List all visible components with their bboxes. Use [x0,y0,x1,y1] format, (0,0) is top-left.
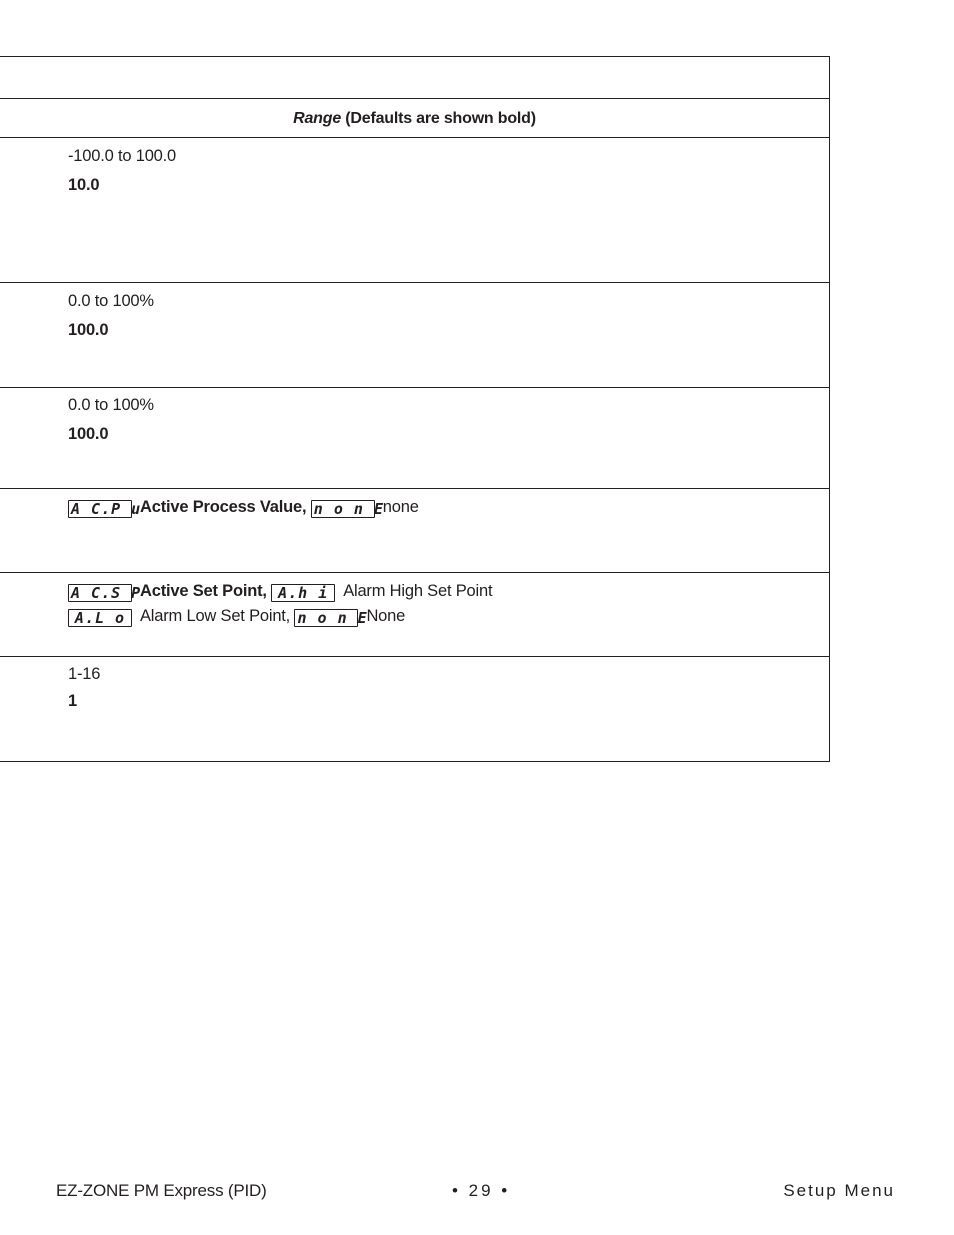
footer-page-number: • 29 • [452,1181,511,1200]
default-value: 100.0 [68,425,109,443]
range-text: 1-16 [68,665,101,683]
lcd-none-icon: n o n E [311,500,375,518]
range-text: 0.0 to 100% [68,396,154,414]
parameter-table [0,56,830,762]
option-line [68,582,492,602]
default-value: 1 [68,692,77,710]
table-row [0,572,829,656]
range-text: 0.0 to 100% [68,292,154,310]
table-row [0,137,829,282]
table-row [0,488,829,572]
table-top-row [0,57,829,98]
option-line [68,498,419,518]
footer-product-name: EZ-ZONE PM Express (PID) [56,1181,267,1200]
option-text: none [382,498,419,516]
footer-section-name: Setup Menu [783,1181,895,1200]
default-value: 100.0 [68,321,109,339]
option-line [68,607,405,627]
lcd-none-icon: n o n E [294,609,358,627]
option-label: Active Process Value, [140,498,307,516]
lcd-acpu-icon: A C.P u [68,500,132,518]
range-column-header [0,98,829,137]
table-row [0,387,829,488]
option-text: Alarm Low Set Point, [140,607,291,625]
option-text: Alarm High Set Point [343,582,493,600]
lcd-acsp-icon: A C.S P [68,584,132,602]
table-row [0,656,829,761]
option-label: Active Set Point, [140,582,267,600]
option-text: None [366,607,406,625]
lcd-ahi-icon: A.h i [271,584,335,602]
lcd-alo-icon: A.L o [68,609,132,627]
range-text: -100.0 to 100.0 [68,147,177,165]
table-row [0,282,829,387]
default-value: 10.0 [68,176,100,194]
range-header-italic: Range [293,110,342,127]
range-header-rest: (Defaults are shown bold) [341,110,536,127]
